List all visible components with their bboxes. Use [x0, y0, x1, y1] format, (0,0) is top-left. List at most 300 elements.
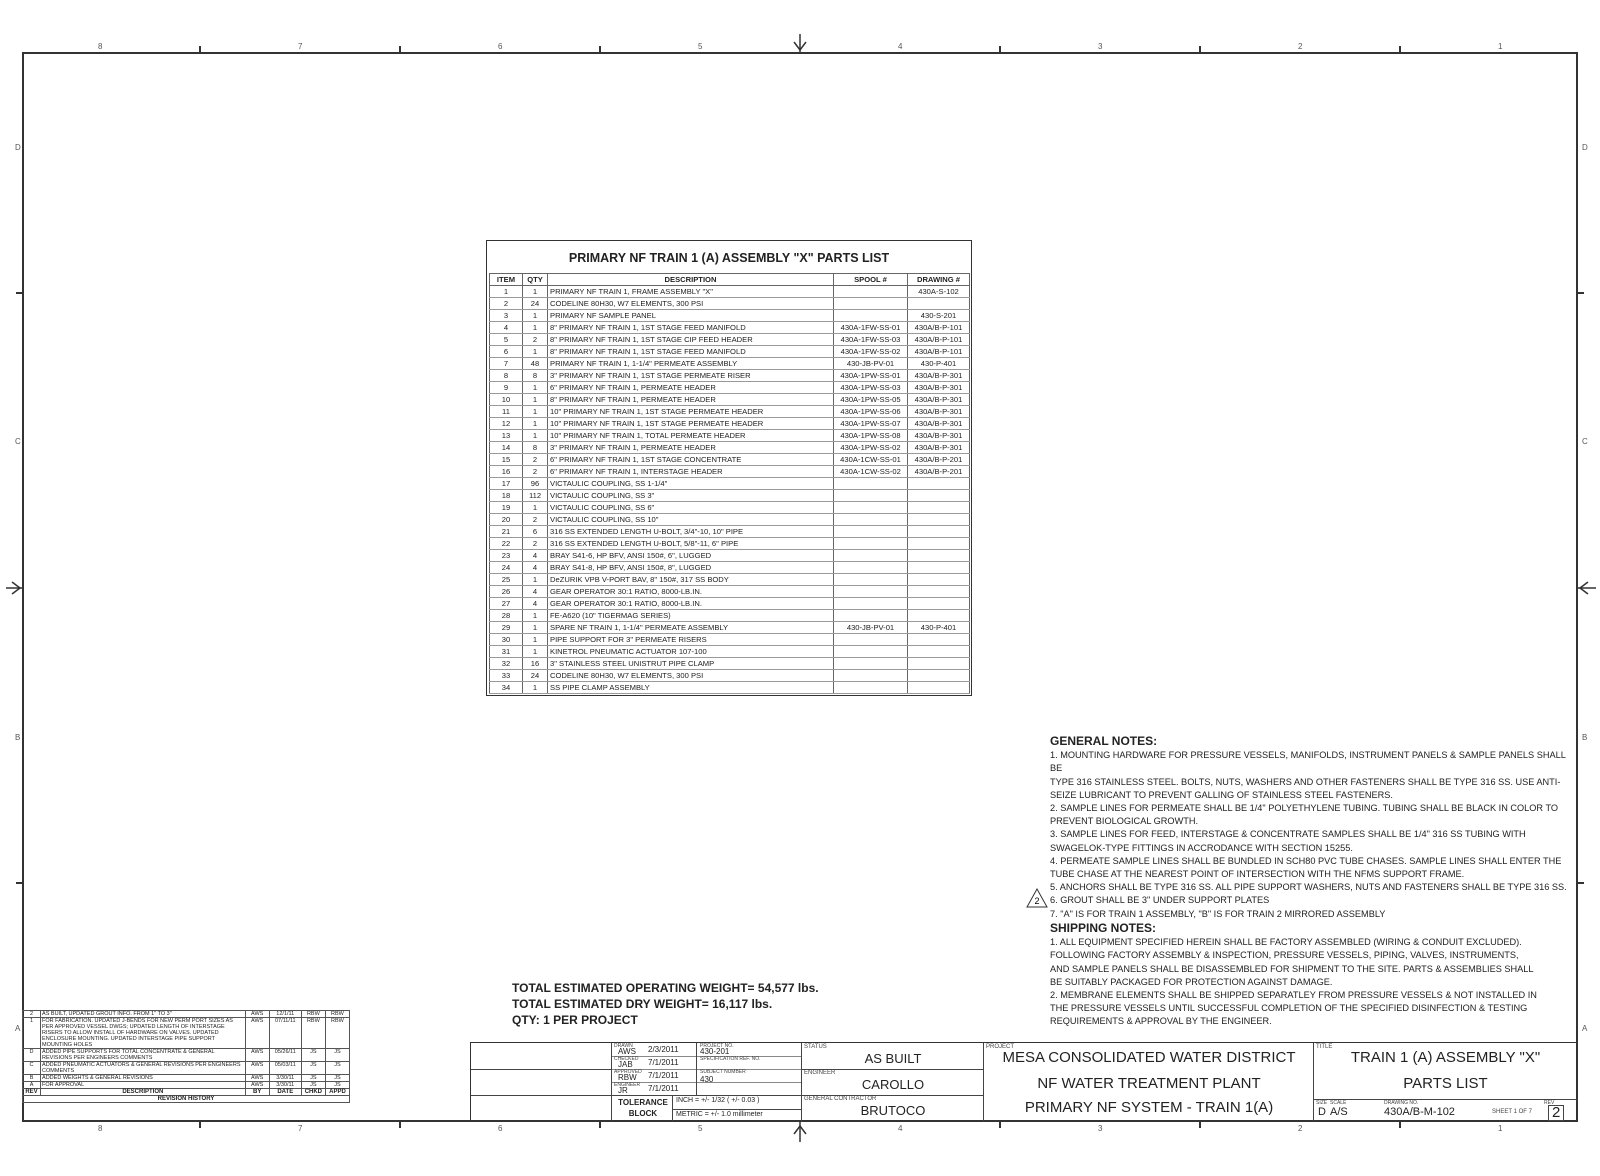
item-number: 1 [490, 286, 523, 298]
drawing-number [908, 490, 970, 502]
revision-cell: A [23, 1082, 41, 1089]
zone-label: 3 [1098, 42, 1103, 51]
spool-number [834, 598, 908, 610]
project-line-3: PRIMARY NF SYSTEM - TRAIN 1(A) [1024, 1099, 1274, 1116]
zone-label: 8 [98, 1124, 103, 1133]
note-line: 2. SAMPLE LINES FOR PERMEATE SHALL BE 1/4" POLYETHYLENE TUBING. TUBING SHALL BE BLACK IN COLOR TO [1050, 803, 1559, 814]
description: VICTAULIC COUPLING, SS 10" [548, 514, 834, 526]
description: 10" PRIMARY NF TRAIN 1, 1ST STAGE PERMEATE HEADER [548, 418, 834, 430]
item-number: 8 [490, 370, 523, 382]
quantity: 4 [523, 562, 548, 574]
quantity: 8 [523, 370, 548, 382]
drawing-number [908, 526, 970, 538]
spool-number [834, 586, 908, 598]
item-number: 21 [490, 526, 523, 538]
quantity: 1 [523, 382, 548, 394]
table-row [490, 310, 970, 322]
drawing-number: 430A/B-P-301 [908, 418, 970, 430]
drawing-title-block [1313, 1043, 1577, 1121]
item-number: 28 [490, 610, 523, 622]
general-notes-body [1050, 749, 1570, 921]
spec-label: SPECIFICATION REF. NO. [700, 1056, 761, 1062]
zone-label: 6 [498, 42, 503, 51]
date-row-initials: RBW [618, 1073, 637, 1082]
revision-delta-icon [1026, 888, 1048, 908]
table-row [490, 358, 970, 370]
drawing-number [908, 502, 970, 514]
note-line: REQUIREMENTS & APPROVAL BY THE ENGINEER. [1050, 1016, 1272, 1027]
description: 6" PRIMARY NF TRAIN 1, 1ST STAGE CONCENTRATE [548, 454, 834, 466]
quantity: 1 [523, 322, 548, 334]
zone-label: D [1582, 143, 1588, 152]
revision-header-row [23, 1089, 350, 1096]
spool-number: 430A-1FW-SS-03 [834, 334, 908, 346]
revision-cell: JS [325, 1062, 349, 1075]
spool-number: 430-JB-PV-01 [834, 358, 908, 370]
drawing-number [908, 538, 970, 550]
note-line: BE SUITABLY PACKAGED FOR PROTECTION AGAINST DAMAGE. [1050, 976, 1333, 987]
item-number: 11 [490, 406, 523, 418]
drawing-title-line-1: TRAIN 1 (A) ASSEMBLY "X" [1350, 1049, 1541, 1066]
spool-number: 430A-1PW-SS-03 [834, 382, 908, 394]
scale-label: SCALE [1330, 1100, 1347, 1106]
drawing-number: 430A/B-P-101 [908, 322, 970, 334]
zone-label: 4 [898, 1124, 903, 1133]
table-row [490, 538, 970, 550]
revision-cell: FOR APPROVAL [41, 1082, 246, 1089]
zone-label: 3 [1098, 1124, 1103, 1133]
quantity: QTY: 1 PER PROJECT [512, 1013, 638, 1027]
table-row [490, 550, 970, 562]
table-row [490, 502, 970, 514]
date-row-initials: AWS [618, 1047, 636, 1056]
column-header: SPOOL # [834, 274, 908, 286]
table-row [490, 454, 970, 466]
description: 3" PRIMARY NF TRAIN 1, 1ST STAGE PERMEATE RISER [548, 370, 834, 382]
drawing-number [908, 298, 970, 310]
item-number: 13 [490, 430, 523, 442]
table-row [490, 622, 970, 634]
table-row [490, 598, 970, 610]
table-row [490, 286, 970, 298]
item-number: 26 [490, 586, 523, 598]
zone-label: C [15, 437, 21, 446]
zone-label: 7 [298, 42, 303, 51]
drawing-number [908, 562, 970, 574]
drawing-number [908, 658, 970, 670]
drawing-number [908, 586, 970, 598]
quantity: 1 [523, 286, 548, 298]
item-number: 4 [490, 322, 523, 334]
title-label: TITLE [1316, 1044, 1333, 1050]
revision-cell: RBW [325, 1011, 349, 1018]
revision-cell: 3/30/11 [269, 1082, 301, 1089]
item-number: 29 [490, 622, 523, 634]
revision-cell: RBW [301, 1011, 325, 1018]
drawing-number [908, 598, 970, 610]
table-row [490, 514, 970, 526]
item-number: 33 [490, 670, 523, 682]
date-row-date: 7/1/2011 [648, 1071, 679, 1080]
revision-cell: 3/30/11 [269, 1075, 301, 1082]
drawing-number [908, 682, 970, 694]
item-number: 24 [490, 562, 523, 574]
revision-cell: ADDED WEIGHTS & GENERAL REVISIONS [41, 1075, 246, 1082]
note-line: TUBE CHASE AT THE NEAREST POINT OF INTERSECTION WITH THE NFMS SUPPORT FRAME. [1050, 869, 1465, 880]
spool-number [834, 298, 908, 310]
description: 10" PRIMARY NF TRAIN 1, 1ST STAGE PERMEATE HEADER [548, 406, 834, 418]
dates-block [611, 1043, 802, 1121]
quantity: 2 [523, 334, 548, 346]
revision-header: REV [23, 1089, 41, 1096]
revision-cell: 05/03/11 [269, 1062, 301, 1075]
table-row [490, 610, 970, 622]
tolerance-metric: METRIC = +/- 1.0 millimeter [676, 1111, 763, 1118]
table-row [490, 658, 970, 670]
item-number: 6 [490, 346, 523, 358]
spool-number: 430A-1PW-SS-05 [834, 394, 908, 406]
revision-cell: AWS [245, 1018, 269, 1049]
spool-number [834, 286, 908, 298]
item-number: 22 [490, 538, 523, 550]
zone-label: A [15, 1024, 21, 1033]
shipping-notes-heading: SHIPPING NOTES: [1050, 921, 1157, 935]
revision-cell: C [23, 1062, 41, 1075]
item-number: 12 [490, 418, 523, 430]
title-block-blank [471, 1043, 611, 1121]
table-row [490, 682, 970, 694]
note-line: 1. MOUNTING HARDWARE FOR PRESSURE VESSELS, MANIFOLDS, INSTRUMENT PANELS & SAMPLE PANELS SHALL BE [1050, 750, 1566, 774]
revision-cell: 05/26/11 [269, 1049, 301, 1062]
revision-cell: FOR FABRICATION. UPDATED J-BENDS FOR NEW PERM PORT SIZES AS PER APPROVED VESSEL DWGS; UPDATED LENGTH OF INTERSTAGE RISERS TO ALLOW INSTALL OF HARDWARE ON VALVES. UPDATED ENCLOSURE MOUNTING. UPDATED INTERSTAGE PIPE SUPPORT MOUNTING HOLES [41, 1018, 246, 1049]
drawing-number [908, 550, 970, 562]
status-value: AS BUILT [864, 1051, 922, 1066]
quantity: 2 [523, 466, 548, 478]
quantity: 2 [523, 454, 548, 466]
quantity: 1 [523, 310, 548, 322]
drawing-number: 430A/B-P-101 [908, 346, 970, 358]
note-line: 6. GROUT SHALL BE 3" UNDER SUPPORT PLATES [1050, 895, 1270, 906]
table-row [490, 430, 970, 442]
revision-row [23, 1062, 350, 1075]
drawing-number [908, 514, 970, 526]
table-row [490, 334, 970, 346]
description: 10" PRIMARY NF TRAIN 1, TOTAL PERMEATE HEADER [548, 430, 834, 442]
spool-number: 430-JB-PV-01 [834, 622, 908, 634]
revision-rows [23, 1011, 350, 1089]
zone-label: 8 [98, 42, 103, 51]
table-row [490, 382, 970, 394]
date-row-initials: JAB [618, 1060, 633, 1069]
revision-history [22, 1010, 350, 1103]
revision-cell: 2 [23, 1011, 41, 1018]
description: GEAR OPERATOR 30:1 RATIO, 8000-LB.IN. [548, 586, 834, 598]
drawing-number: 430A/B-P-301 [908, 370, 970, 382]
revision-cell: JS [325, 1049, 349, 1062]
description: GEAR OPERATOR 30:1 RATIO, 8000-LB.IN. [548, 598, 834, 610]
quantity: 16 [523, 658, 548, 670]
table-row [490, 466, 970, 478]
sheet-number: SHEET 1 OF 7 [1492, 1109, 1532, 1115]
spool-number [834, 502, 908, 514]
table-row [490, 418, 970, 430]
dates-list [612, 1043, 802, 1095]
spool-number [834, 574, 908, 586]
spool-number [834, 538, 908, 550]
quantity: 1 [523, 646, 548, 658]
description: KINETROL PNEUMATIC ACTUATOR 107-100 [548, 646, 834, 658]
table-row [490, 346, 970, 358]
spool-number [834, 490, 908, 502]
contractor-label: GENERAL CONTRACTOR [804, 1096, 877, 1102]
revision-cell: D [23, 1049, 41, 1062]
drawing-number: 430A/B-P-301 [908, 406, 970, 418]
shipping-notes [1050, 922, 1570, 1029]
zone-label: 5 [698, 1124, 703, 1133]
revision-cell: B [23, 1075, 41, 1082]
quantity: 1 [523, 418, 548, 430]
description: VICTAULIC COUPLING, SS 3" [548, 490, 834, 502]
revision-cell: JS [301, 1082, 325, 1089]
revision-cell: JS [325, 1075, 349, 1082]
table-row [490, 370, 970, 382]
note-line: 1. ALL EQUIPMENT SPECIFIED HEREIN SHALL BE FACTORY ASSEMBLED (WIRING & CONDUIT EXCLUDED). [1050, 937, 1522, 948]
weights-block [512, 980, 819, 1028]
quantity: 4 [523, 550, 548, 562]
drawing-number: 430A/B-M-102 [1384, 1106, 1455, 1118]
note-line: PREVENT BIOLOGICAL GROWTH. [1050, 816, 1199, 827]
spool-number [834, 610, 908, 622]
date-row-date: 7/1/2011 [648, 1084, 679, 1093]
quantity: 1 [523, 682, 548, 694]
item-number: 14 [490, 442, 523, 454]
zone-label: 6 [498, 1124, 503, 1133]
quantity: 1 [523, 346, 548, 358]
note-line: 2. MEMBRANE ELEMENTS SHALL BE SHIPPED SEPARATLEY FROM PRESSURE VESSELS & NOT INSTALLED IN [1050, 990, 1537, 1001]
revision-cell: 12/1/11 [269, 1011, 301, 1018]
spool-number: 430A-1FW-SS-02 [834, 346, 908, 358]
spool-number [834, 310, 908, 322]
spool-number: 430A-1CW-SS-02 [834, 466, 908, 478]
revision-header: CHKD [301, 1089, 325, 1096]
table-row [490, 442, 970, 454]
table-row [490, 298, 970, 310]
quantity: 1 [523, 406, 548, 418]
quantity: 1 [523, 610, 548, 622]
spool-number [834, 478, 908, 490]
zone-label: B [15, 733, 21, 742]
quantity: 48 [523, 358, 548, 370]
revision-cell: JS [301, 1062, 325, 1075]
revision-header: BY [245, 1089, 269, 1096]
zone-label: C [1582, 437, 1588, 446]
revision-cell: 07/11/11 [269, 1018, 301, 1049]
spool-number [834, 526, 908, 538]
item-number: 10 [490, 394, 523, 406]
contractor-value: BRUTOCO [860, 1103, 926, 1118]
quantity: 1 [523, 574, 548, 586]
item-number: 34 [490, 682, 523, 694]
revision-cell: AWS [245, 1011, 269, 1018]
zone-label: A [1582, 1024, 1588, 1033]
zone-label: 2 [1298, 42, 1303, 51]
table-row [490, 670, 970, 682]
description: 8" PRIMARY NF TRAIN 1, 1ST STAGE CIP FEED HEADER [548, 334, 834, 346]
description: 6" PRIMARY NF TRAIN 1, PERMEATE HEADER [548, 382, 834, 394]
table-row [490, 634, 970, 646]
note-line: 3. SAMPLE LINES FOR FEED, INTERSTAGE & CONCENTRATE SAMPLES SHALL BE 1/4" 316 SS TUBING WITH [1050, 829, 1526, 840]
note-line: 7. "A" IS FOR TRAIN 1 ASSEMBLY, "B" IS FOR TRAIN 2 MIRRORED ASSEMBLY [1050, 908, 1386, 919]
revision-cell: AWS [245, 1049, 269, 1062]
revision-cell: JS [325, 1082, 349, 1089]
project-line-2: NF WATER TREATMENT PLANT [1037, 1075, 1261, 1092]
subject-number: 430 [700, 1075, 714, 1084]
size-label: SIZE [1316, 1100, 1328, 1106]
tolerance-label: TOLERANCE BLOCK [618, 1098, 668, 1118]
table-row [490, 322, 970, 334]
note-line: AND SAMPLE PANELS SHALL BE DISASSEMBLED FOR SHIPMENT TO THE SITE. PARTS & ASSEMBLIES SHALL [1050, 963, 1534, 974]
note-line: SWAGELOK-TYPE FITTINGS IN ACCRODANCE WITH SECTION 15255. [1050, 842, 1353, 853]
revision-cell: ADDED PNEUMATIC ACTUATORS & GENERAL REVISIONS PER ENGINEERS COMMENTS [41, 1062, 246, 1075]
item-number: 31 [490, 646, 523, 658]
description: PRIMARY NF SAMPLE PANEL [548, 310, 834, 322]
revision-cell: AWS [245, 1082, 269, 1089]
operating-weight: TOTAL ESTIMATED OPERATING WEIGHT= 54,577 lbs. [512, 981, 819, 995]
quantity: 4 [523, 586, 548, 598]
general-notes [1050, 735, 1570, 921]
item-number: 30 [490, 634, 523, 646]
spool-number [834, 670, 908, 682]
revision-cell: AWS [245, 1075, 269, 1082]
spool-number: 430A-1PW-SS-07 [834, 418, 908, 430]
description: PRIMARY NF TRAIN 1, 1-1/4" PERMEATE ASSEMBLY [548, 358, 834, 370]
drawing-number: 430-P-401 [908, 622, 970, 634]
revision-caption: REVISION HISTORY [23, 1096, 350, 1103]
quantity: 24 [523, 298, 548, 310]
spool-number [834, 646, 908, 658]
status-label: STATUS [804, 1044, 827, 1050]
note-line: TYPE 316 STAINLESS STEEL. BOLTS, NUTS, WASHERS AND OTHER FASTENERS SHALL BE TYPE 316 SS. USE ANTI- [1050, 776, 1561, 787]
spool-number [834, 550, 908, 562]
title-block [470, 1042, 1578, 1122]
description: 316 SS EXTENDED LENGTH U-BOLT, 5/8"-11, 6" PIPE [548, 538, 834, 550]
spool-number [834, 682, 908, 694]
item-number: 19 [490, 502, 523, 514]
zone-label: 2 [1298, 1124, 1303, 1133]
drawing-number: 430A/B-P-301 [908, 430, 970, 442]
note-line: 5. ANCHORS SHALL BE TYPE 316 SS. ALL PIPE SUPPORT WASHERS, NUTS AND FASTENERS SHALL BE TYPE 316 SS. [1050, 882, 1567, 893]
spool-number [834, 634, 908, 646]
description: 8" PRIMARY NF TRAIN 1, 1ST STAGE FEED MANIFOLD [548, 346, 834, 358]
drawing-number [908, 574, 970, 586]
description: 316 SS EXTENDED LENGTH U-BOLT, 3/4"-10, 10" PIPE [548, 526, 834, 538]
quantity: 1 [523, 622, 548, 634]
description: SPARE NF TRAIN 1, 1-1/4" PERMEATE ASSEMBLY [548, 622, 834, 634]
table-row [490, 394, 970, 406]
quantity: 4 [523, 598, 548, 610]
item-number: 27 [490, 598, 523, 610]
drawing-number: 430-S-201 [908, 310, 970, 322]
description: FE-A620 (10" TIGERMAG SERIES) [548, 610, 834, 622]
quantity: 24 [523, 670, 548, 682]
description: 6" PRIMARY NF TRAIN 1, INTERSTAGE HEADER [548, 466, 834, 478]
drawing-number: 430-P-401 [908, 358, 970, 370]
description: 8" PRIMARY NF TRAIN 1, 1ST STAGE FEED MANIFOLD [548, 322, 834, 334]
date-row [612, 1082, 802, 1096]
date-row-label: ENGINEER [614, 1082, 641, 1088]
zone-label: 7 [298, 1124, 303, 1133]
date-row-date: 7/1/2011 [648, 1058, 679, 1067]
subject-label: SUBJECT NUMBER [700, 1069, 746, 1075]
zone-label: 1 [1498, 1124, 1503, 1133]
tolerance-inch: INCH = +/- 1/32 ( +/- 0.03 ) [676, 1097, 760, 1104]
description: CODELINE 80H30, W7 ELEMENTS, 300 PSI [548, 298, 834, 310]
revision-cell: JS [301, 1075, 325, 1082]
spool-number [834, 562, 908, 574]
project-number: 430-201 [700, 1047, 730, 1056]
revision-row [23, 1082, 350, 1089]
revision-row [23, 1049, 350, 1062]
zone-label: 4 [898, 42, 903, 51]
zone-label: D [15, 143, 21, 152]
item-number: 15 [490, 454, 523, 466]
zone-label: 5 [698, 42, 703, 51]
revision-cell: RBW [325, 1018, 349, 1049]
parts-table [489, 273, 970, 694]
drawing-number [908, 478, 970, 490]
quantity: 1 [523, 394, 548, 406]
parts-body [490, 286, 970, 694]
description: BRAY S41-6, HP BFV, ANSI 150#, 6", LUGGED [548, 550, 834, 562]
description: CODELINE 80H30, W7 ELEMENTS, 300 PSI [548, 670, 834, 682]
table-row [490, 562, 970, 574]
status-block [801, 1043, 984, 1121]
description: VICTAULIC COUPLING, SS 6" [548, 502, 834, 514]
revision-row [23, 1018, 350, 1049]
drawing-number: 430A/B-P-301 [908, 394, 970, 406]
description: PRIMARY NF TRAIN 1, FRAME ASSEMBLY "X" [548, 286, 834, 298]
item-number: 18 [490, 490, 523, 502]
item-number: 9 [490, 382, 523, 394]
spool-number: 430A-1PW-SS-02 [834, 442, 908, 454]
item-number: 7 [490, 358, 523, 370]
description: VICTAULIC COUPLING, SS 1-1/4" [548, 478, 834, 490]
drawing-number [908, 634, 970, 646]
date-row-label: CHECKED [614, 1056, 639, 1062]
note-line: SEIZE LUBRICANT TO PREVENT GALLING OF STAINLESS STEEL FASTENERS. [1050, 789, 1393, 800]
drawing-number: 430A/B-P-201 [908, 454, 970, 466]
rev-value: 2 [1548, 1105, 1564, 1121]
column-header: DRAWING # [908, 274, 970, 286]
spool-number: 430A-1PW-SS-01 [834, 370, 908, 382]
revision-caption-row [23, 1096, 350, 1103]
item-number: 3 [490, 310, 523, 322]
drawing-title-line-2: PARTS LIST [1403, 1075, 1488, 1092]
project-no-label: PROJECT NO. [700, 1043, 734, 1049]
quantity: 1 [523, 430, 548, 442]
drawing-number: 430A/B-P-201 [908, 466, 970, 478]
quantity: 2 [523, 514, 548, 526]
parts-list-title: PRIMARY NF TRAIN 1 (A) ASSEMBLY "X" PARTS LIST [568, 251, 890, 265]
note-line: THE PRESSURE VESSELS UNTIL SUCCESSFUL COMPLETION OF THE SPECIFIED DISINFECTION & TESTING [1050, 1003, 1528, 1014]
description: 3" PRIMARY NF TRAIN 1, PERMEATE HEADER [548, 442, 834, 454]
date-row-label: APPROVED [614, 1069, 642, 1075]
drawing-number [908, 610, 970, 622]
spool-number: 430A-1PW-SS-08 [834, 430, 908, 442]
table-row [490, 406, 970, 418]
spool-number [834, 658, 908, 670]
revision-header: APPD [325, 1089, 349, 1096]
